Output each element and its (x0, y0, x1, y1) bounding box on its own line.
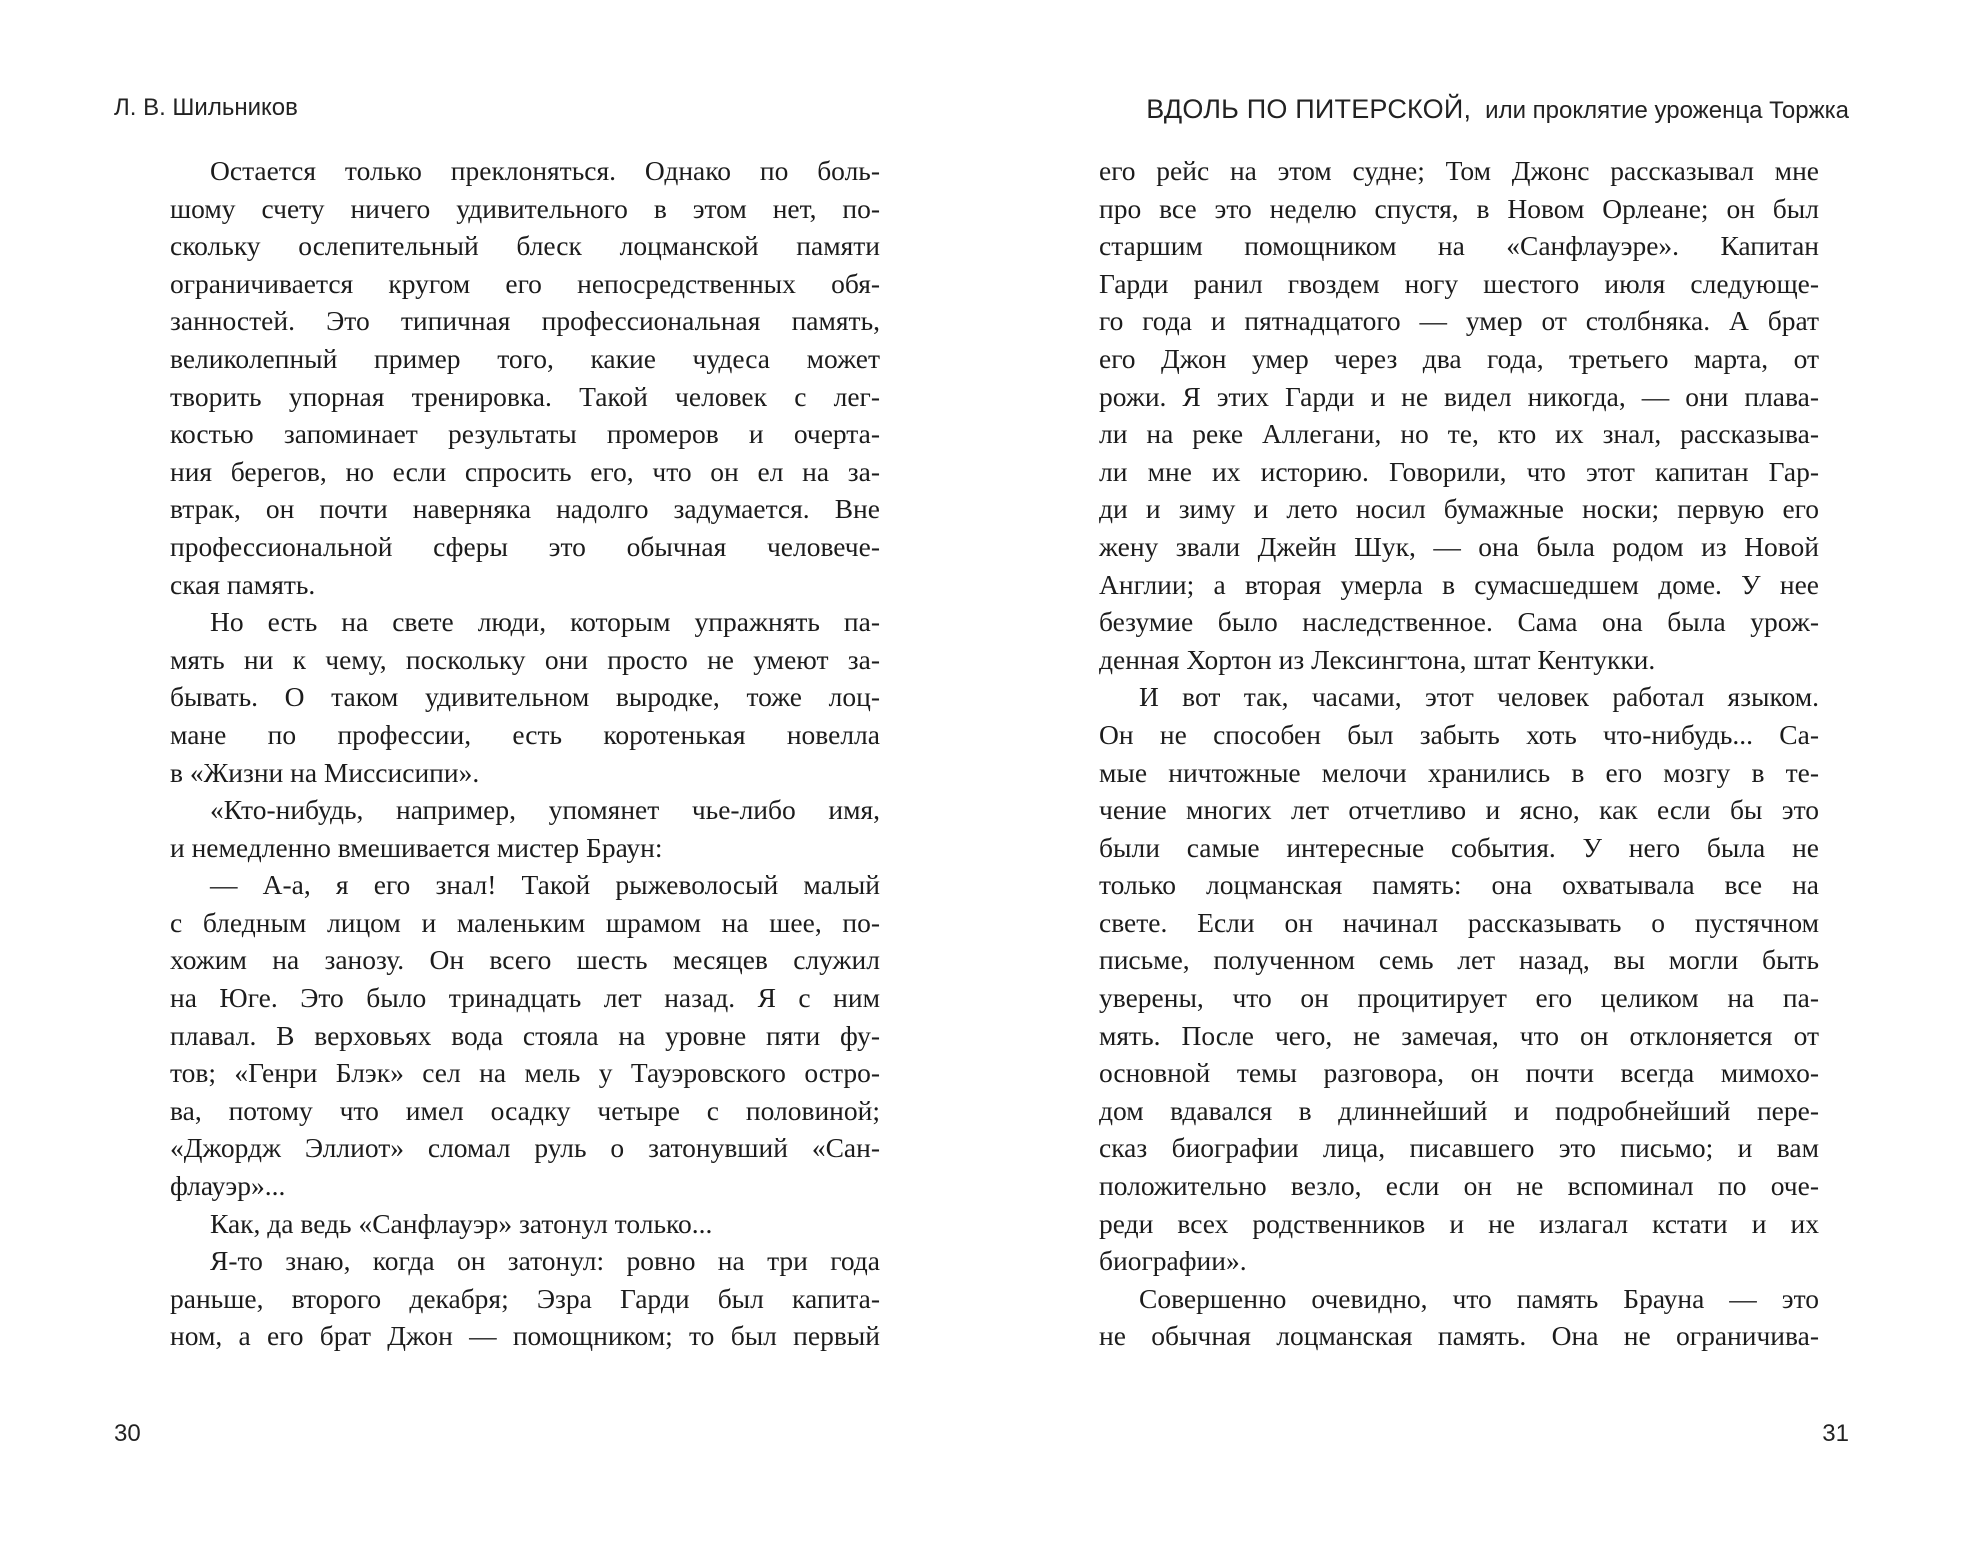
text-line: Совершенно очевидно, что память Брауна — это (1139, 1282, 1819, 1314)
text-line: ва, потому что имел осадку четыре с половиной; (170, 1094, 880, 1126)
text-line: его Джон умер через два года, третьего марта, от (1099, 342, 1819, 374)
text-line: реди всех родственников и не излагал кстати и их (1099, 1207, 1819, 1239)
text-line: про все это неделю спустя, в Новом Орлеане; он был (1099, 192, 1819, 224)
text-line: денная Хортон из Лексингтона, штат Кентукки. (1099, 643, 1656, 675)
text-line: мять ни к чему, поскольку они просто не умеют за- (170, 643, 880, 675)
running-header-title (1146, 94, 1849, 125)
text-line: — А-а, я его знал! Такой рыжеволосый малый (210, 869, 880, 901)
text-line: уверены, что он процитирует его целиком на па- (1099, 982, 1819, 1014)
text-line: ном, а его брат Джон — помощником; то был первый (170, 1320, 880, 1352)
page-number-right: 31 (1822, 1420, 1849, 1447)
text-line: Гарди ранил гвоздем ногу шестого июля следующе- (1099, 267, 1819, 299)
text-line: раньше, второго декабря; Эзра Гарди был капита- (170, 1282, 880, 1314)
text-line: основной темы разговора, он почти всегда мимохо- (1099, 1057, 1819, 1089)
right-page (982, 0, 1965, 1542)
text-line: занностей. Это типичная профессиональная память, (170, 305, 880, 337)
page-number-left: 30 (114, 1420, 141, 1447)
text-line: мять. После чего, не замечая, что он отклоняется от (1099, 1019, 1819, 1051)
text-line: Я-то знаю, когда он затонул: ровно на три года (210, 1245, 880, 1277)
text-line: рожи. Я этих Гарди и не видел никогда, — они плава- (1099, 380, 1819, 412)
text-line: Как, да ведь «Санфлауэр» затонул только... (210, 1207, 713, 1239)
text-line: ограничивается кругом его непосредственных обя- (170, 267, 880, 299)
text-line: И вот так, часами, этот человек работал языком. (1139, 681, 1819, 713)
text-line: в «Жизни на Миссисипи». (170, 756, 480, 788)
text-line: не обычная лоцманская память. Она не ограничива- (1099, 1320, 1819, 1352)
text-line: безумие было наследственное. Сама она была урож- (1099, 606, 1819, 638)
text-line: биографии». (1099, 1245, 1247, 1277)
text-line: только лоцманская память: она охватывала все на (1099, 869, 1819, 901)
text-line: и немедленно вмешивается мистер Браун: (170, 831, 663, 863)
left-page-text (170, 152, 880, 1355)
text-line: Он не способен был забыть хоть что-нибудь... Са- (1099, 718, 1819, 750)
text-line: хожим на занозу. Он всего шесть месяцев служил (170, 944, 880, 976)
text-line: Но есть на свете люди, которым упражнять па- (210, 606, 880, 638)
header-title-caps: ВДОЛЬ ПО ПИТЕРСКОЙ, (1146, 94, 1472, 124)
text-line: жену звали Джейн Шук, — она была родом из Новой (1099, 530, 1819, 562)
text-line: профессиональной сферы это обычная человече- (170, 530, 880, 562)
text-line: тов; «Генри Блэк» сел на мель у Тауэровского остро- (170, 1057, 880, 1089)
text-line: го года и пятнадцатого — умер от столбняка. А брат (1099, 305, 1819, 337)
text-line: ли на реке Аллегани, но те, кто их знал, рассказыва- (1099, 418, 1819, 450)
text-line: ния берегов, но если спросить его, что он ел на за- (170, 455, 880, 487)
text-line: письме, полученном семь лет назад, вы могли быть (1099, 944, 1819, 976)
text-line: великолепный пример того, какие чудеса может (170, 342, 880, 374)
text-line: бывать. О таком удивительном выродке, тоже лоц- (170, 681, 880, 713)
text-line: сказ биографии лица, писавшего это письмо; и вам (1099, 1132, 1819, 1164)
text-line: с бледным лицом и маленьким шрамом на шее, по- (170, 906, 880, 938)
text-line: свете. Если он начинал рассказывать о пустячном (1099, 906, 1819, 938)
text-line: Англии; а вторая умерла в сумасшедшем доме. У нее (1099, 568, 1819, 600)
right-page-text (1099, 152, 1819, 1355)
text-line: на Юге. Это было тринадцать лет назад. Я с ним (170, 982, 880, 1014)
text-line: костью запоминает результаты промеров и очерта- (170, 418, 880, 450)
text-line: ди и зиму и лето носил бумажные носки; первую его (1099, 493, 1819, 525)
text-line: положительно везло, если он не вспоминал по оче- (1099, 1170, 1819, 1202)
text-line: плавал. В верховьях вода стояла на уровне пяти фу- (170, 1019, 880, 1051)
running-header-author: Л. В. Шильников (114, 94, 298, 121)
text-line: чение многих лет отчетливо и ясно, как если бы это (1099, 794, 1819, 826)
text-line: творить упорная тренировка. Такой человек с лег- (170, 380, 880, 412)
text-line: были самые интересные события. У него была не (1099, 831, 1819, 863)
text-line: дом вдавался в длиннейший и подробнейший пере- (1099, 1094, 1819, 1126)
text-line: его рейс на этом судне; Том Джонс рассказывал мне (1099, 155, 1819, 186)
text-line: Остается только преклоняться. Однако по боль- (210, 155, 880, 186)
text-line: ская память. (170, 568, 316, 600)
text-line: старшим помощником на «Санфлауэре». Капитан (1099, 230, 1819, 262)
text-line: ли мне их историю. Говорили, что этот капитан Гар- (1099, 455, 1819, 487)
text-line: втрак, он почти наверняка надолго задумается. Вне (170, 493, 880, 525)
text-line: «Джордж Эллиот» сломал руль о затонувший «Сан- (170, 1132, 880, 1164)
left-page (0, 0, 982, 1542)
text-line: флауэр»... (170, 1170, 286, 1202)
header-title-subtitle: или проклятие уроженца Торжка (1485, 97, 1849, 124)
text-line: скольку ослепительный блеск лоцманской памяти (170, 230, 880, 262)
text-line: шому счету ничего удивительного в этом нет, по- (170, 192, 880, 224)
text-line: мане по профессии, есть коротенькая новелла (170, 718, 880, 750)
text-line: «Кто-нибудь, например, упомянет чье-либо имя, (210, 794, 880, 826)
text-line: мые ничтожные мелочи хранились в его мозгу в те- (1099, 756, 1819, 788)
